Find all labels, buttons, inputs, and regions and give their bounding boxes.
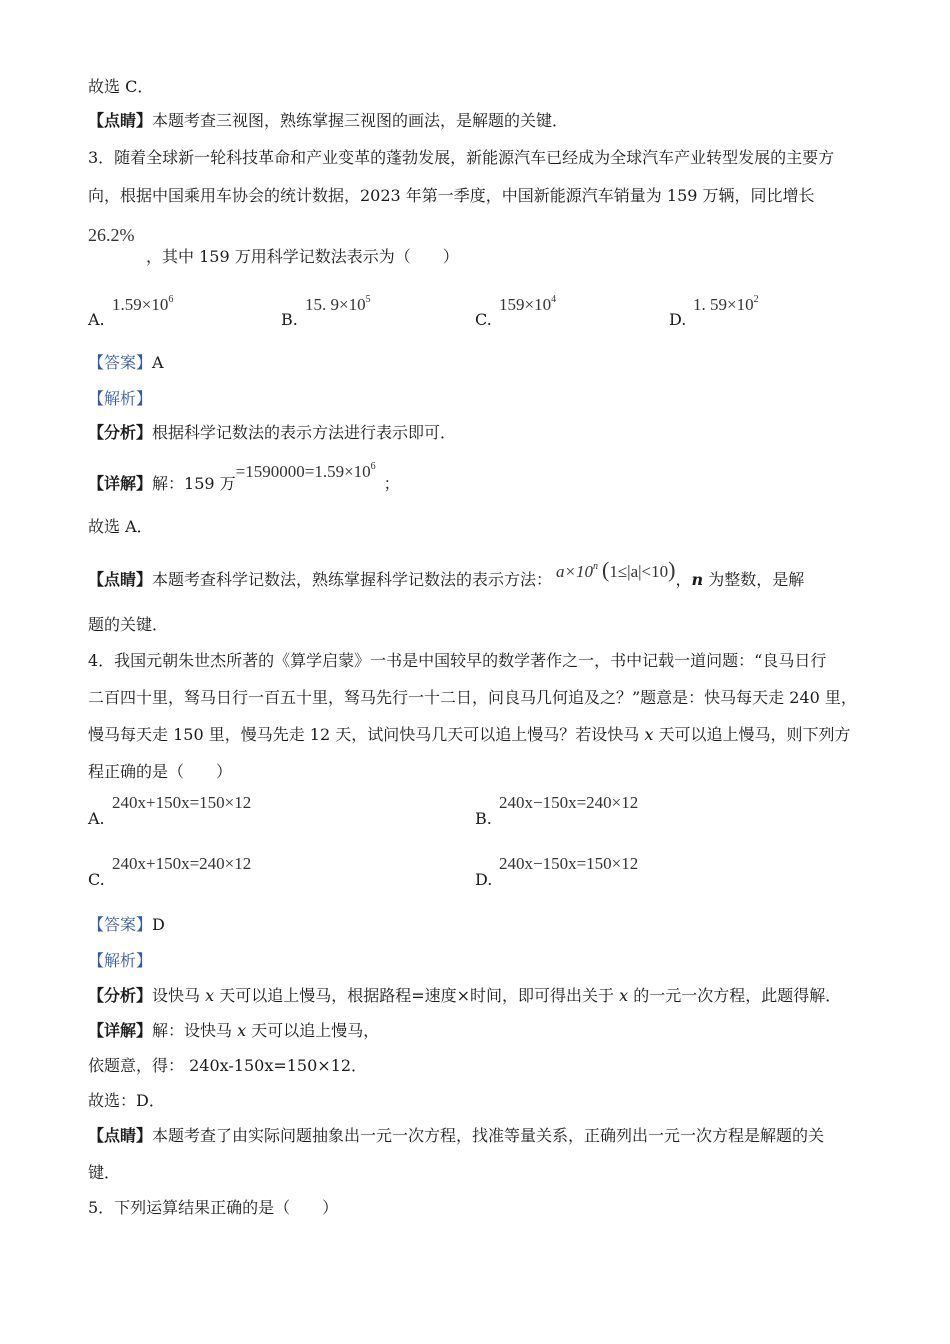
- q3-tip-n: n: [691, 570, 704, 589]
- q3-option-a-expr: $1.59\times 10^6$: [112, 294, 174, 314]
- q4-stem-line4: 程正确的是（ ）: [88, 762, 233, 781]
- q3-option-a-label: A.: [88, 310, 105, 329]
- q3-option-d-expr: 1. $59\times 10^2$: [693, 294, 759, 314]
- q5-stem: 5．下列运算结果正确的是（ ）: [88, 1198, 339, 1217]
- q3-answer-tag: 【答案】: [88, 353, 153, 372]
- q4-xiangjie-tag: 【详解】: [88, 1021, 153, 1040]
- q4-option-a-label: A.: [88, 809, 105, 828]
- q4-stem-line3: 慢马每天走 150 里，慢马先走 12 天，试问快马几天可以追上慢马？若设快马 x 天可以追上慢马，则下列方: [88, 725, 851, 744]
- q3-xiangjie-post: ；: [383, 474, 400, 493]
- q4-option-c-expr: 240x+150x=240×12: [112, 854, 252, 873]
- q4-option-b-expr: 240x−150x=240×12: [499, 793, 639, 812]
- q3-option-d-label: D.: [669, 310, 687, 329]
- q3-stem-line1: 3．随着全球新一轮科技革命和产业变革的蓬勃发展，新能源汽车已经成为全球汽车产业转型发展的主要方: [88, 148, 835, 167]
- q4-tip: [88, 1125, 824, 1147]
- q4-option-c-label: C.: [88, 870, 105, 889]
- q4-stem-line1: 4．我国元朝朱世杰所著的《算学启蒙》一书是中国较早的数学著作之一，书中记载一道问题：“良马日行: [88, 651, 827, 670]
- q4-answer-value: D: [152, 915, 165, 934]
- q4-option-d-label: D.: [475, 870, 493, 889]
- q4-fenxi-tag: 【分析】: [88, 986, 153, 1005]
- q3-tip-line2: 题的关键．: [88, 615, 169, 634]
- q3-option-c-expr: $159\times 10^4$: [499, 294, 557, 314]
- q3-fenxi-tag: 【分析】: [88, 423, 153, 442]
- q3-xiangjie-tag: 【详解】: [88, 474, 153, 493]
- q4-answer-tag: 【答案】: [88, 915, 153, 934]
- q3-fenxi-text: 根据科学记数法的表示方法进行表示即可．: [152, 423, 457, 442]
- q4-equation: [88, 1055, 367, 1077]
- q4-tip-line2: 键．: [88, 1163, 121, 1182]
- q4-answer: [88, 914, 165, 936]
- q3-tip-math: $a\times 10^n$ (1≤|a|<10): [556, 557, 676, 582]
- q4-option-b-label: B.: [475, 809, 492, 828]
- q2-tip-text: 本题考查三视图，熟练掌握三视图的画法，是解题的关键．: [152, 111, 569, 130]
- q4-equation-pre: 依题意，得：: [88, 1056, 190, 1075]
- q3-xiangjie-math: $=1590000=1.59\times 10^6$: [235, 461, 376, 481]
- q3-tip-tag: 【点睛】: [88, 570, 153, 589]
- q3-analysis-tag: 【解析】: [88, 389, 153, 408]
- q3-option-b-expr: 15. $9\times 10^5$: [305, 294, 371, 314]
- q3-answer: [88, 352, 164, 374]
- q3-xiangjie-pre: 解：159 万: [152, 474, 236, 493]
- q3-stem-line3: ，其中 159 万用科学记数法表示为（ ）: [146, 247, 459, 266]
- q2-tip-tag: 【点睛】: [88, 111, 153, 130]
- q3-stem-pct: 26.2%: [88, 225, 135, 245]
- q3-stem-line2: 向，根据中国乘用车协会的统计数据，2023 年第一季度，中国新能源汽车销量为 159 万辆，同比增长: [88, 186, 815, 205]
- q2-choice: 故选 C．: [88, 77, 154, 96]
- q4-analysis-tag: 【解析】: [88, 951, 153, 970]
- q4-tip-tag: 【点睛】: [88, 1126, 153, 1145]
- q3-tip-post: 为整数，是解: [703, 570, 805, 589]
- q4-option-d-expr: 240x−150x=150×12: [499, 854, 639, 873]
- q3-tip-pre: 本题考查科学记数法，熟练掌握科学记数法的表示方法：: [152, 570, 553, 589]
- q2-tip: [88, 110, 568, 132]
- q3-choice: 故选 A．: [88, 517, 153, 536]
- q4-equation-text: 240x-150x=150×12．: [189, 1056, 368, 1075]
- q4-xiangjie: 【详解】解：设快马 x 天可以追上慢马，: [88, 1021, 380, 1040]
- q3-option-b-label: B.: [281, 310, 298, 329]
- q4-option-a-expr: 240x+150x=150×12: [112, 793, 252, 812]
- q3-tip: 【点睛】本题考查科学记数法，熟练掌握科学记数法的表示方法： $a\times 10^n$ (1≤|a|<10)，n 为整数，是解: [88, 557, 805, 589]
- q3-xiangjie: [88, 461, 400, 495]
- q4-choice: 故选：D．: [88, 1091, 165, 1110]
- q4-tip-text: 本题考查了由实际问题抽象出一元一次方程，找准等量关系，正确列出一元一次方程是解题的关: [152, 1126, 825, 1145]
- q3-answer-value: A: [152, 353, 164, 372]
- q3-option-c-label: C.: [475, 310, 492, 329]
- q4-stem-line2: 二百四十里，驽马日行一百五十里，驽马先行一十二日，问良马几何追及之？”题意是：快马每天走 240 里，: [88, 688, 857, 707]
- q4-fenxi: 【分析】设快马 x 天可以追上慢马，根据路程=速度×时间，即可得出关于 x 的一元一次方程，此题得解．: [88, 986, 842, 1005]
- q3-fenxi: [88, 422, 456, 444]
